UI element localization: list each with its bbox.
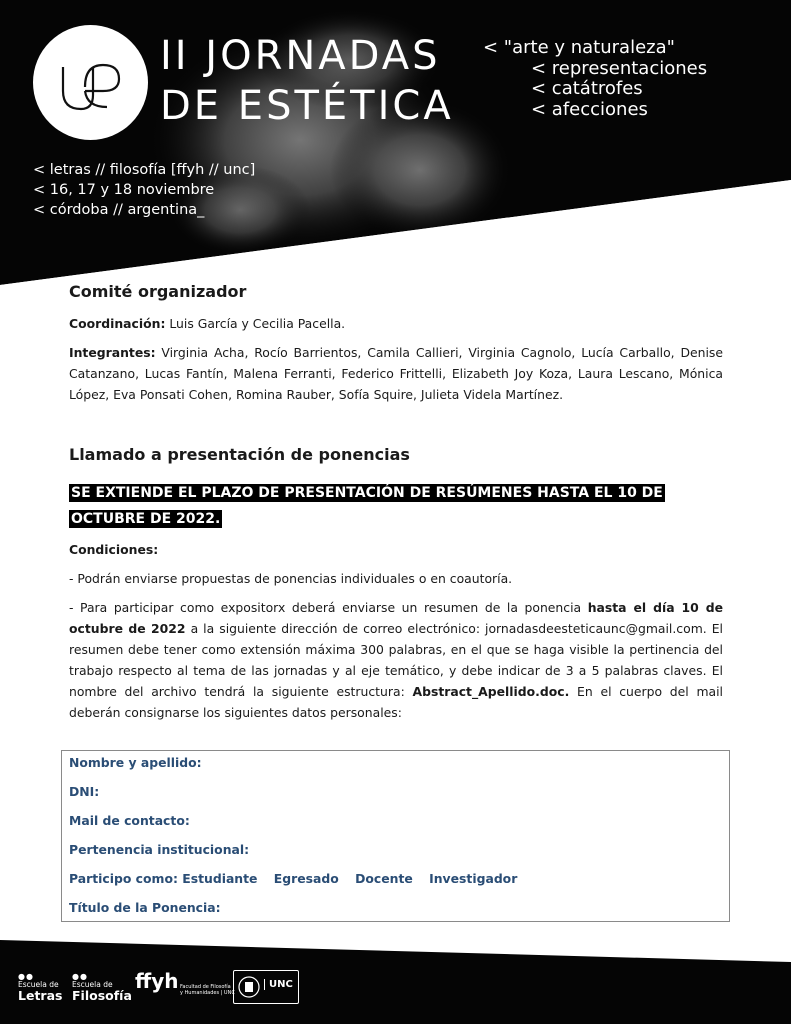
event-info	[33, 160, 255, 220]
condition-2: - Para participar como expositorx deberá enviarse un resumen de la ponencia hasta el día 10 de octubre de 2022 a la siguiente dirección de correo electrónico: jornadasdeesteticaunc@gmail.com. El resumen debe tener como extensión máxima 300 palabras, en el que se haga visible la pertinencia del trabajo respecto al tema de las jornadas y al eje temático, y debe indicar de 3 a 5 palabras claves. El nombre del archivo tendrá la siguiente estructura: Abstract_Apellido.doc. En el cuerpo del mail deberán consignarse los siguientes datos personales:	[69, 600, 724, 720]
ffyh-logo: ffyh	[135, 969, 179, 993]
unc-seal-icon	[238, 973, 260, 1001]
option-teacher: Docente	[355, 871, 413, 886]
event-organizer: < letras // filosofía [ffyh // unc]	[33, 162, 256, 178]
participation-label: Participo como:	[69, 871, 178, 886]
ffyh-subtitle: Facultad de Filosofía y Humanidades | UNC	[180, 984, 235, 996]
personal-data-form	[61, 750, 730, 922]
members-label: Integrantes:	[69, 345, 156, 360]
form-participation-field	[69, 871, 517, 886]
event-dates: < 16, 17 y 18 noviembre	[33, 182, 215, 198]
file-name-format: Abstract_Apellido.doc.	[412, 684, 570, 699]
theme-item: < representaciones	[531, 57, 708, 79]
members-paragraph	[69, 342, 723, 405]
coordination-label: Coordinación:	[69, 316, 166, 331]
event-title-line-1: II JORNADAS	[160, 33, 441, 79]
form-mail-field: Mail de contacto:	[69, 813, 190, 828]
form-dni-field: DNI:	[69, 784, 100, 799]
form-institution-field: Pertenencia institucional:	[69, 842, 250, 857]
theme-item: < "arte y naturaleza"	[483, 37, 675, 58]
escuela-filosofia-logo: ●● Escuela de Filosofía	[72, 972, 132, 1003]
deadline-banner	[69, 480, 723, 532]
members-text: Virginia Acha, Rocío Barrientos, Camila Callieri, Virginia Cagnolo, Lucía Carballo, Denise Catanzano, Lucas Fantín, Malena Ferranti, Federico Frittelli, Elizabeth Joy Koza, Laura Lescano, Mónica López, Eva Ponsati Cohen, Romina Rauber, Sofía Squire, Julieta Videla Martínez.	[69, 345, 723, 402]
conditions-label: Condiciones:	[69, 542, 159, 557]
deadline-highlight: hasta el día 10 de octubre de 2022	[69, 600, 723, 636]
theme-item: < catátrofes	[531, 78, 643, 99]
option-student: Estudiante	[182, 871, 258, 886]
footer-logos	[0, 940, 791, 1024]
event-title-line-2: DE ESTÉTICA	[160, 83, 454, 129]
escuela-letras-logo: ●● Escuela de Letras	[18, 972, 63, 1003]
coordination-text: Luis García y Cecilia Pacella.	[165, 316, 346, 331]
condition-1: - Podrán enviarse propuestas de ponencias individuales o en coautoría.	[69, 571, 513, 586]
form-name-field: Nombre y apellido:	[69, 755, 202, 770]
coordination-paragraph	[69, 313, 723, 334]
event-location: < córdoba // argentina_	[33, 202, 205, 218]
call-heading: Llamado a presentación de ponencias	[69, 445, 410, 464]
option-researcher: Investigador	[429, 871, 518, 886]
deadline-banner-text: SE EXTIENDE EL PLAZO DE PRESENTACIÓN DE RESÚMENES HASTA EL 10 DE OCTUBRE DE 2022.	[71, 485, 663, 527]
header-banner	[0, 0, 791, 285]
form-title-field: Título de la Ponencia:	[69, 900, 221, 915]
committee-heading: Comité organizador	[69, 282, 247, 301]
theme-item: < afecciones	[531, 98, 648, 120]
option-graduate: Egresado	[273, 871, 339, 886]
unc-logo: UNC	[233, 970, 299, 1004]
jornadas-logo	[33, 25, 148, 140]
themes-list	[483, 38, 707, 120]
